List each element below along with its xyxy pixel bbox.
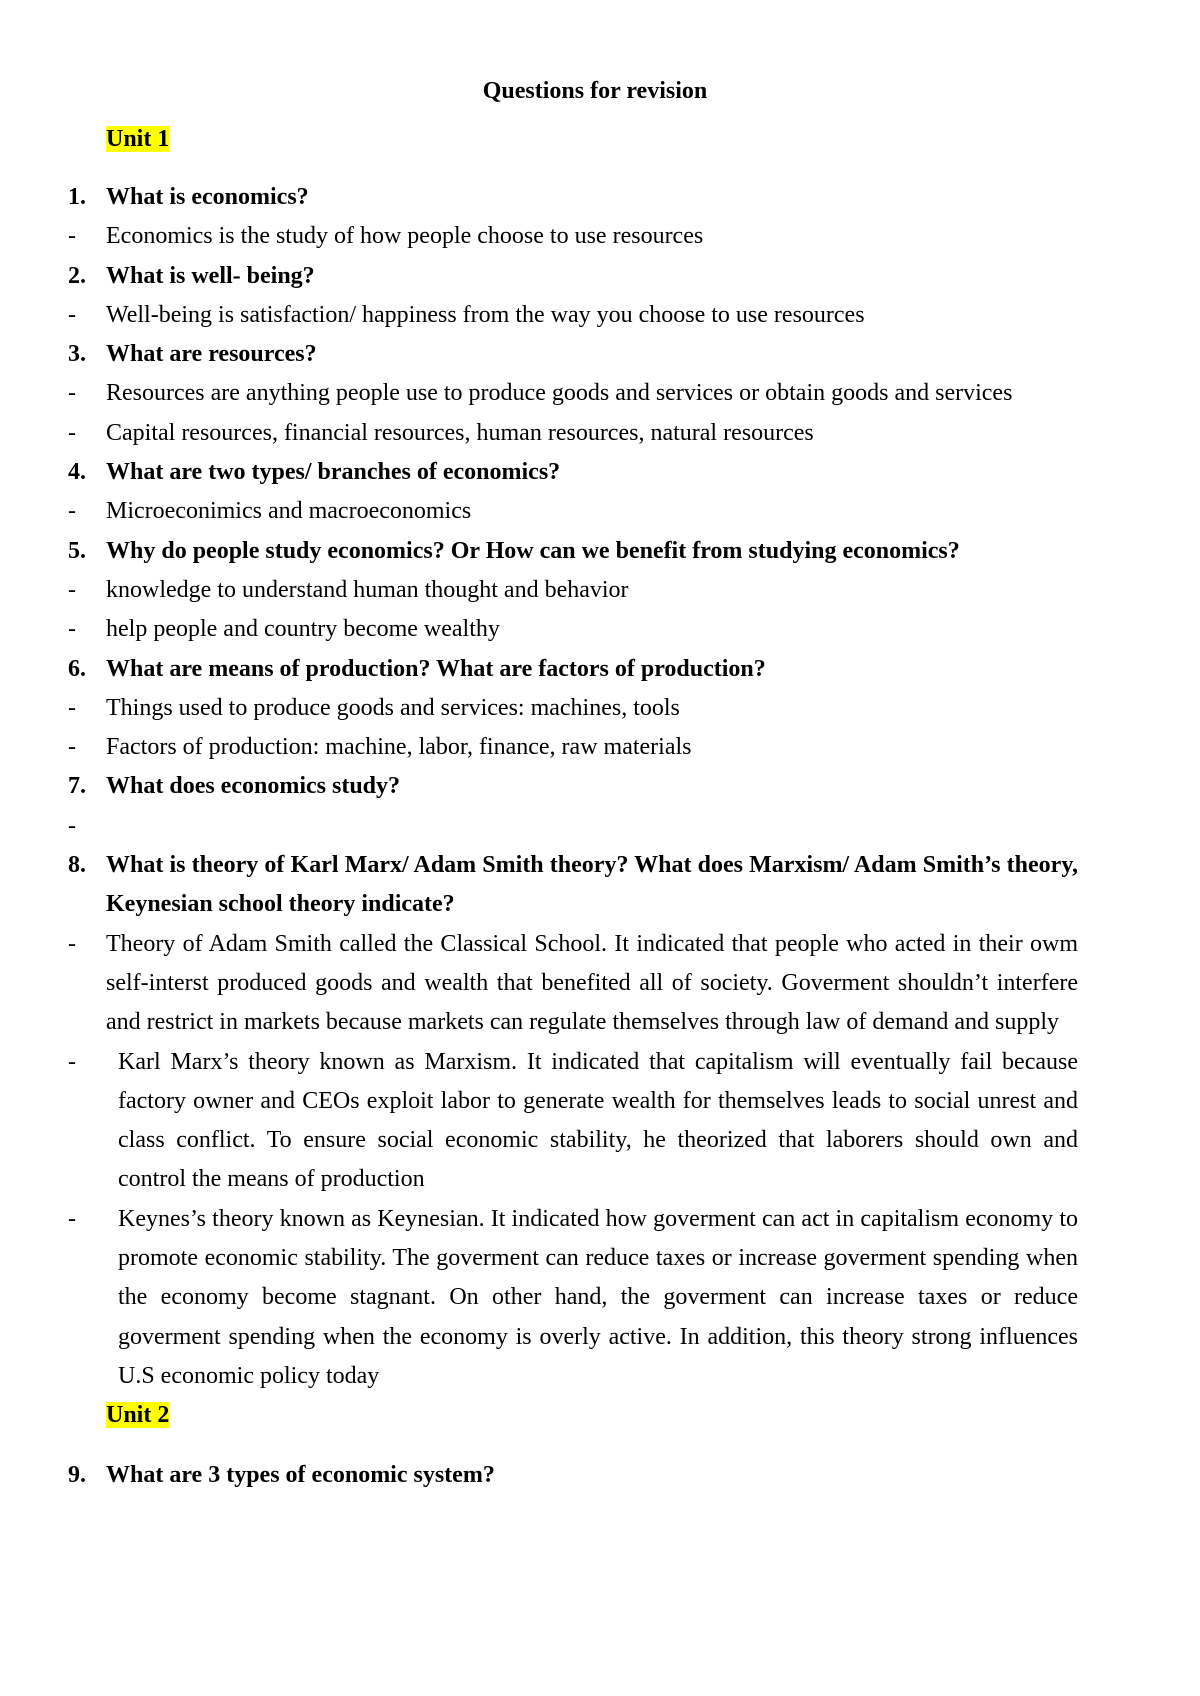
question-text: What are 3 types of economic system?	[106, 1462, 495, 1489]
question-number: 8.	[68, 852, 86, 879]
question-text: What is theory of Karl Marx/ Adam Smith theory? What does Marxism/ Adam Smith’s theory, Keynesian school theory indicate?	[106, 852, 1078, 918]
answer-item	[68, 296, 1078, 335]
answer-text: Keynes’s theory known as Keynesian. It indicated how goverment can act in capitalism economy to promote economic stability. The goverment can reduce taxes or increase goverment spending when the economy become stagnant. On other hand, the goverment can increase taxes or reduce goverment spending when the economy is overly active. In addition, this theory strong influences U.S economic policy today	[118, 1205, 1078, 1389]
question-number: 5.	[68, 537, 86, 564]
question-item	[68, 767, 1078, 806]
unit-heading-1	[106, 124, 1078, 178]
answer-item	[68, 807, 1078, 846]
answer-item	[68, 610, 1078, 649]
bullet-dash: -	[68, 1048, 76, 1075]
bullet-dash: -	[68, 812, 76, 839]
bullet-dash: -	[68, 734, 76, 761]
answer-item	[68, 925, 1078, 1043]
question-number: 1.	[68, 184, 86, 210]
answer-text: knowledge to understand human thought and behavior	[106, 576, 629, 603]
question-number: 3.	[68, 341, 86, 368]
question-number: 2.	[68, 262, 86, 289]
answer-item	[68, 689, 1078, 728]
question-item	[68, 257, 1078, 296]
question-item	[68, 453, 1078, 492]
bullet-dash: -	[68, 1205, 76, 1232]
question-text: What does economics study?	[106, 773, 401, 800]
answer-text: Economics is the study of how people choose to use resources	[106, 223, 704, 250]
unit-heading-label: Unit 2	[106, 1402, 170, 1429]
question-text: Why do people study economics? Or How can we benefit from studying economics?	[106, 537, 960, 564]
question-number: 9.	[68, 1462, 86, 1489]
answer-text: Karl Marx’s theory known as Marxism. It indicated that capitalism will eventually fail because factory owner and CEOs exploit labor to generate wealth for themselves leads to social unrest and class conflict. To ensure social economic stability, he theorized that laborers should own and control the means of production	[118, 1048, 1078, 1193]
bullet-dash: -	[68, 223, 76, 250]
bullet-dash: -	[68, 694, 76, 721]
answer-text: Things used to produce goods and services: machines, tools	[106, 694, 680, 721]
bullet-dash: -	[68, 576, 76, 603]
question-item	[68, 335, 1078, 374]
answer-item	[68, 414, 1078, 453]
unit-1-list	[68, 178, 1078, 1396]
question-number: 6.	[68, 655, 86, 682]
answer-text: Theory of Adam Smith called the Classical School. It indicated that people who acted in their owm self-interst produced goods and wealth that benefited all of society. Goverment shouldn’t interfere and restrict in markets because markets can regulate themselves through law of demand and supply	[106, 930, 1078, 1036]
unit-2-list	[68, 1456, 1078, 1495]
answer-item	[68, 492, 1078, 531]
question-text: What are two types/ branches of economics?	[106, 459, 561, 486]
question-item	[68, 846, 1078, 925]
answer-item	[68, 728, 1078, 767]
answer-text: Microeconimics and macroeconomics	[106, 498, 472, 525]
question-text: What are means of production? What are factors of production?	[106, 655, 766, 682]
answer-item	[68, 374, 1078, 413]
unit-heading-label: Unit 1	[106, 126, 170, 152]
page-title: Questions for revision	[482, 78, 708, 104]
answer-item	[68, 217, 1078, 256]
unit-heading-2	[106, 1400, 1078, 1456]
bullet-dash: -	[68, 380, 76, 407]
answer-text: Capital resources, financial resources, human resources, natural resources	[106, 419, 814, 446]
bullet-dash: -	[68, 419, 76, 446]
answer-item	[68, 1043, 1078, 1200]
question-item	[68, 650, 1078, 689]
question-text: What is well- being?	[106, 262, 315, 289]
question-item	[68, 1456, 1078, 1495]
question-text: What is economics?	[106, 184, 309, 210]
answer-text: help people and country become wealthy	[106, 616, 500, 643]
question-item	[68, 532, 1078, 571]
question-text: What are resources?	[106, 341, 317, 368]
document-body	[68, 124, 1078, 1496]
bullet-dash: -	[68, 930, 76, 957]
answer-item	[68, 1200, 1078, 1396]
answer-text: Well-being is satisfaction/ happiness from the way you choose to use resources	[106, 301, 865, 328]
bullet-dash: -	[68, 498, 76, 525]
answer-text: Factors of production: machine, labor, finance, raw materials	[106, 734, 692, 761]
answer-text: Resources are anything people use to produce goods and services or obtain goods and services	[106, 380, 1013, 407]
answer-item	[68, 571, 1078, 610]
bullet-dash: -	[68, 301, 76, 328]
question-item	[68, 178, 1078, 217]
question-number: 4.	[68, 459, 86, 486]
question-number: 7.	[68, 773, 86, 800]
bullet-dash: -	[68, 616, 76, 643]
